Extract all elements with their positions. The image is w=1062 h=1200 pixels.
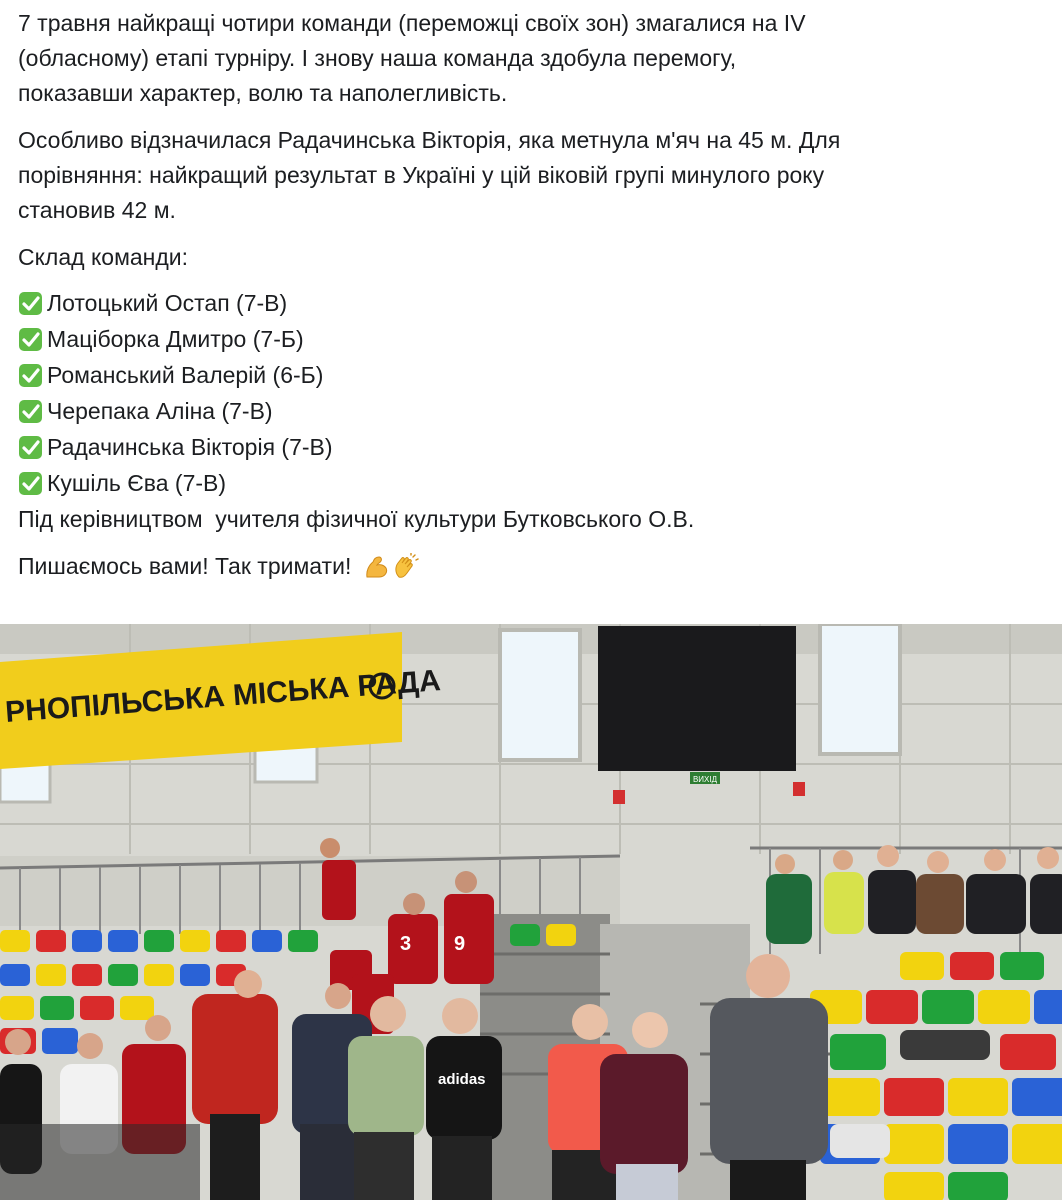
post-photo[interactable] [0,624,1062,1200]
check-mark-button-icon [18,471,43,496]
text-line: Особливо відзначилася Радачинська Вікторія, яка метнула м'яч на 45 м. Для [18,127,841,153]
post-paragraph-2 [18,123,1048,228]
roster-item [18,393,1048,429]
flexed-biceps-icon [363,553,391,581]
shirt-brand: adidas [438,1071,486,1088]
text-line: 7 травня найкращі чотири команди (переможці своїх зон) змагалися на IV [18,10,806,36]
check-mark-button-icon [18,435,43,460]
roster-name: Маціборка Дмитро (7-Б) [47,326,304,352]
clapping-hands-icon [391,553,419,581]
jersey-number: 9 [454,933,466,955]
sports-hall-photo [0,624,1062,1200]
check-mark-button-icon [18,363,43,388]
text-line: становив 42 м. [18,197,176,223]
post-text [18,6,1048,584]
roster-item [18,465,1048,501]
roster-name: Радачинська Вікторія (7-В) [47,434,333,460]
exit-sign: ВИХІД [692,775,718,784]
roster-name: Черепака Аліна (7-В) [47,398,273,424]
jersey-number: 3 [400,933,412,955]
text-line: (обласному) етапі турніру. І знову наша команда здобула перемогу, [18,45,737,71]
team-roster [18,285,1048,501]
roster-name: Романський Валерій (6-Б) [47,362,324,388]
check-mark-button-icon [18,291,43,316]
closing-text: Пишаємось вами! Так тримати! [18,553,352,579]
post-paragraph-1 [18,6,1048,111]
coach-line: Під керівництвом учителя фізичної культури Бутковського О.В. [18,506,695,532]
roster-name: Кушіль Єва (7-В) [47,470,227,496]
text-line: показавши характер, волю та наполегливість. [18,80,508,106]
team-heading: Склад команди: [18,244,189,270]
text-line: порівняння: найкращий результат в Україні у цій віковій групі минулого року [18,162,825,188]
check-mark-button-icon [18,327,43,352]
roster-name: Лотоцький Остап (7-В) [47,290,288,316]
roster-item [18,285,1048,321]
roster-item [18,321,1048,357]
banner-text: РНОПІЛЬСЬКА МІСЬКА РАДА [4,664,442,729]
check-mark-button-icon [18,399,43,424]
closing-line [18,549,1048,584]
roster-item [18,357,1048,393]
roster-item [18,429,1048,465]
